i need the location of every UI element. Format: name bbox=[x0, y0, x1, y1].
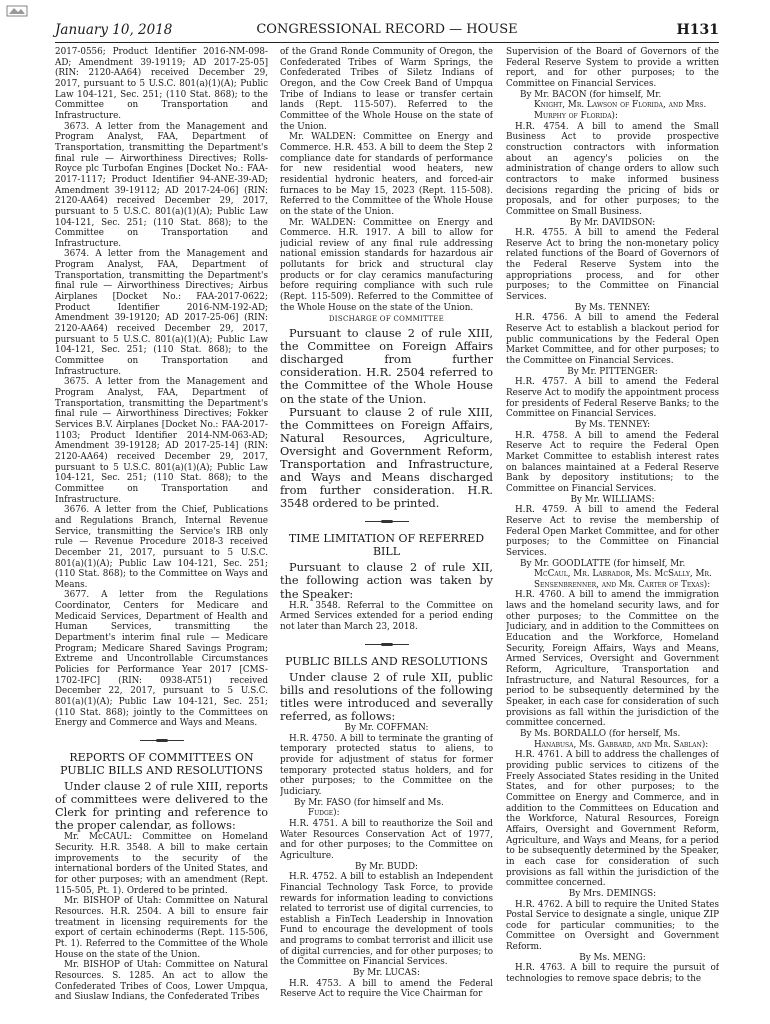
paragraph: H.R. 4750. A bill to terminate the granting of temporary protected status to aliens, to provide for adjustment of status for former temporary protected status holders, and for other purposes; to the Committee on the Judiciary. bbox=[280, 733, 493, 797]
paragraph: 3676. A letter from the Chief, Publications and Regulations Branch, Internal Revenue Service, transmitting the Service's IRB only rule — Revenue Procedure 2018-3 received December 21, 2017, pursuant to 5 U.S.C. 801(a)(1)(A); Public Law 104-121, Sec. 251; (110 Stat. 868); to the Committee on Ways and Means. bbox=[55, 505, 268, 590]
sponsor-line: By Mr. GOODLATTE (for himself, Mr. bbox=[520, 558, 686, 569]
subsection-heading: DISCHARGE OF COMMITTEE bbox=[328, 315, 445, 324]
sponsor-line: By Mr. COFFMAN: bbox=[344, 723, 429, 733]
section-divider bbox=[365, 643, 409, 646]
section-divider bbox=[140, 739, 184, 742]
sponsor-line: By Mr. BUDD: bbox=[354, 861, 419, 872]
paragraph: Pursuant to clause 2 of rule XII, the following action was taken by the Speaker: bbox=[280, 561, 493, 601]
paragraph: 3677. A letter from the Regulations Coordinator, Centers for Medicare and Medicaid Services, Department of Health and Human Services, transmitting the Department's interim final rule — Medicare Program; Medicare Shared Savings Program; Extreme and Uncontrollable Circumstances Policies for Performance Year 2017 [CMS-1702-IFC] (RIN: 0938-AT51) received December 22, 2017, pursuant to 5 U.S.C. 801(a)(1)(A); Public Law 104-121, Sec. 251; (110 Stat. 868); jointly to the Committees on Energy and Commerce and Ways and Means. bbox=[55, 590, 268, 729]
sponsor-line: By Mr. BACON (for himself, Mr. bbox=[520, 89, 662, 100]
cosponsor-line: Hanabusa, Ms. Gabbard, and Mr. Sablan): bbox=[534, 739, 709, 750]
paragraph: H.R. 4755. A bill to amend the Federal Reserve Act to bring the non-monetary policy related functions of the Board of Governors of the Federal Reserve System into the appropriations process, and for other purposes; to the Committee on Financial Services. bbox=[506, 228, 719, 303]
paragraph: H.R. 4751. A bill to reauthorize the Soil and Water Resources Conservation Act of 1977, and for other purposes; to the Committee on Agriculture. bbox=[280, 818, 493, 861]
cosponsor-line: Fudge): bbox=[308, 808, 340, 819]
sponsor-line: By Mr. FASO (for himself and Ms. bbox=[294, 797, 444, 808]
column-2 bbox=[280, 47, 493, 1015]
paragraph: Mr. McCAUL: Committee on Homeland Security. H.R. 3548. A bill to make certain improvements to the security of the international borders of the United States, and for other purposes; with an amendment (Rept. 115-505, Pt. 1). Ordered to be printed. bbox=[55, 832, 268, 896]
paragraph: 3673. A letter from the Management and Program Analyst, FAA, Department of Transportation, transmitting the Department's final rule — Airworthiness Directives; Rolls-Royce plc Turbofan Engines [Docket No.: FAA-2017-1117; Product Identifier 94-ANE-39-AD; Amendment 39-19112; AD 2017-24-06] (RIN: 2120-AA64) received December 29, 2017, pursuant to 5 U.S.C. 801(a)(1)(A); Public Law 104-121, Sec. 251; (110 Stat. 868); to the Committee on Transportation and Infrastructure. bbox=[55, 121, 268, 249]
paragraph: H.R. 4759. A bill to amend the Federal Reserve Act to revise the membership of Federal Open Market Committee, and for other purposes; to the Committee on Financial Services. bbox=[506, 505, 719, 558]
cosponsor-line: Knight, Mr. Lawson of Florida, and Mrs. Murphy of Florida): bbox=[534, 100, 707, 121]
issue-date: January 10, 2018 bbox=[55, 22, 173, 38]
paragraph: Pursuant to clause 2 of rule XIII, the Committees on Foreign Affairs, Natural Resources, Agriculture, Oversight and Government Reform, Transportation and Infrastructure, and Ways and Means discharged from further consideration. H.R. 3548 ordered to be printed. bbox=[280, 405, 493, 511]
paragraph: Supervision of the Board of Governors of the Federal Reserve System to provide a written report, and for other purposes; to the Committee on Financial Services. bbox=[506, 47, 719, 89]
paragraph: H.R. 4754. A bill to amend the Small Business Act to provide prospective construction contractors with information about an agency's policies on the administration of change orders to allow such contractors to make informed business decisions regarding the pricing of bids or proposals, and for other purposes; to the Committee on Small Business. bbox=[506, 121, 719, 217]
paragraph: H.R. 4752. A bill to establish an Independent Financial Technology Task Force, to provide rewards for information leading to convictions related to terrorist use of digital currencies, to establish a FinTech Leadership in Innovation Fund to encourage the development of tools and programs to combat terrorist and illicit use of digital currencies, and for other purposes; to the Committee on Financial Services. bbox=[280, 872, 493, 968]
paragraph: H.R. 4763. A bill to require the pursuit of technologies to remove space debris; to the bbox=[506, 963, 719, 985]
sponsor-line: By Mr. DAVIDSON: bbox=[569, 217, 656, 228]
paragraph: 2017-0556; Product Identifier 2016-NM-098-AD; Amendment 39-19119; AD 2017-25-05] (RIN: 2120-AA64) received December 29, 2017, pursuant to 5 U.S.C. 801(a)(1)(A); Public Law 104-121, Sec. 251; (110 Stat. 868); to the Committee on Transportation and Infrastructure. bbox=[55, 47, 268, 121]
paragraph: Mr. BISHOP of Utah: Committee on Natural Resources. S. 1285. An act to allow the Confederated Tribes of Coos, Lower Umpqua, and Siuslaw Indians, the Confederated Tribes bbox=[55, 960, 268, 1003]
column-3 bbox=[506, 47, 719, 1015]
sponsor-line: By Ms. TENNEY: bbox=[574, 419, 651, 430]
paragraph: H.R. 4761. A bill to address the challenges of providing public services to citizens of the Freely Associated States residing in the United States, and for other purposes; to the Committee on Energy and Commerce, and in addition to the Committees on Education and the Workforce, Natural Resources, Foreign Affairs, Oversight and Government Reform, Agriculture, and Ways and Means, for a period to be subsequently determined by the Speaker, in each case for consideration of such provisions as fall within the jurisdiction of the committee concerned. bbox=[506, 750, 719, 889]
publication-title: CONGRESSIONAL RECORD — HOUSE bbox=[256, 22, 518, 37]
paragraph: Under clause 2 of rule XII, public bills and resolutions of the following titles were introduced and severally referred, as follows: bbox=[280, 670, 493, 723]
sponsor-line: By Ms. TENNEY: bbox=[574, 302, 651, 313]
paragraph: Under clause 2 of rule XIII, reports of committees were delivered to the Clerk for printing and reference to the proper calendar, as follows: bbox=[55, 780, 268, 833]
paragraph: H.R. 4753. A bill to amend the Federal Reserve Act to require the Vice Chairman for bbox=[280, 978, 493, 1000]
column-1 bbox=[55, 47, 268, 1015]
sponsor-line: By Mr. PITTENGER: bbox=[567, 366, 658, 377]
paragraph: Mr. WALDEN: Committee on Energy and Commerce. H.R. 1917. A bill to allow for judicial review of any final rule addressing national emission standards for hazardous air pollutants for brick and structural clay products or for clay ceramics manufacturing before requiring compliance with such rule (Rept. 115-509). Referred to the Committee of the Whole House on the state of the Union. bbox=[280, 217, 493, 313]
section-heading: PUBLIC BILLS AND RESOLUTIONS bbox=[285, 654, 488, 668]
paragraph: 3675. A letter from the Management and Program Analyst, FAA, Department of Transportation, transmitting the Department's final rule — Airworthiness Directives; Fokker Services B.V. Airplanes [Docket No.: FAA-2017-1103; Product Identifier 2014-NM-063-AD; Amendment 39-19128; AD 2017-25-14] (RIN: 2120-AA64) received December 29, 2017, pursuant to 5 U.S.C. 801(a)(1)(A); Public Law 104-121, Sec. 251; (110 Stat. 868); to the Committee on Transportation and Infrastructure. bbox=[55, 377, 268, 505]
section-heading: TIME LIMITATION OF REFERRED BILL bbox=[288, 532, 485, 559]
sponsor-line: By Mrs. DEMINGS: bbox=[568, 888, 657, 899]
sponsor-line: By Mr. WILLIAMS: bbox=[570, 494, 655, 505]
gpo-logo-icon bbox=[6, 4, 28, 18]
header-rule bbox=[55, 42, 719, 43]
cosponsor-line: McCaul, Mr. Labrador, Ms. McSally, Mr. Sensenbrenner, and Mr. Carter of Texas): bbox=[534, 569, 712, 590]
paragraph: Mr. WALDEN: Committee on Energy and Commerce. H.R. 453. A bill to deem the Step 2 compliance date for standards of performance for new residential wood heaters, new residential hydronic heaters, and forced-air furnaces to be May 15, 2023 (Rept. 115-508). Referred to the Committee of the Whole House on the state of the Union. bbox=[280, 132, 493, 217]
paragraph: 3674. A letter from the Management and Program Analyst, FAA, Department of Transportation, transmitting the Department's final rule — Airworthiness Directives; Airbus Airplanes [Docket No.: FAA-2017-0622; Product Identifier 2016-NM-192-AD; Amendment 39-19120; AD 2017-25-06] (RIN: 2120-AA64) received December 29, 2017, pursuant to 5 U.S.C. 801(a)(1)(A); Public Law 104-121, Sec. 251; (110 Stat. 868); to the Committee on Transportation and Infrastructure. bbox=[55, 249, 268, 377]
paragraph: H.R. 4756. A bill to amend the Federal Reserve Act to establish a blackout period for public communications by the Federal Open Market Committee, and for other purposes; to the Committee on Financial Services. bbox=[506, 313, 719, 367]
paragraph: H.R. 4757. A bill to amend the Federal Reserve Act to modify the appointment process for presidents of Federal Reserve Banks; to the Committee on Financial Services. bbox=[506, 377, 719, 420]
paragraph: H.R. 4760. A bill to amend the immigration laws and the homeland security laws, and for other purposes; to the Committee on the Judiciary, and in addition to the Committees on Education and the Workforce, Homeland Security, Foreign Affairs, Ways and Means, Armed Services, Oversight and Government Reform, Agriculture, Transportation and Infrastructure, and Natural Resources, for a period to be subsequently determined by the Speaker, in each case for consideration of such provisions as fall within the jurisdiction of the committee concerned. bbox=[506, 590, 719, 729]
sponsor-line: By Ms. BORDALLO (for herself, Ms. bbox=[520, 729, 681, 739]
paragraph: of the Grand Ronde Community of Oregon, the Confederated Tribes of Warm Springs, the Confederated Tribes of Siletz Indians of Oregon, and the Cow Creek Band of Umpqua Tribe of Indians to lease or transfer certain lands (Rept. 115-507). Referred to the Committee of the Whole House on the state of the Union. bbox=[280, 47, 493, 132]
paragraph: H.R. 3548. Referral to the Committee on Armed Services extended for a period ending not later than March 23, 2018. bbox=[280, 600, 493, 632]
section-divider bbox=[365, 520, 409, 523]
sponsor-line: By Mr. LUCAS: bbox=[353, 968, 420, 979]
section-heading: REPORTS OF COMMITTEES ON PUBLIC BILLS AND RESOLUTIONS bbox=[60, 751, 263, 777]
paragraph: H.R. 4762. A bill to require the United States Postal Service to designate a single, unique ZIP code for particular communities; to the Committee on Oversight and Government Reform. bbox=[506, 899, 719, 953]
running-header bbox=[55, 22, 719, 42]
page-number: H131 bbox=[676, 22, 719, 38]
sponsor-line: By Ms. MENG: bbox=[579, 952, 646, 963]
paragraph: Pursuant to clause 2 of rule XIII, the Committee on Foreign Affairs discharged from further consideration. H.R. 2504 referred to the Committee of the Whole House on the state of the Union. bbox=[280, 327, 493, 406]
paragraph: H.R. 4758. A bill to amend the Federal Reserve Act to require the Federal Open Market Committee to establish interest rates on balances maintained at a Federal Reserve Bank by depository institutions; to the Committee on Financial Services. bbox=[506, 430, 719, 494]
paragraph: Mr. BISHOP of Utah: Committee on Natural Resources. H.R. 2504. A bill to ensure fair treatment in licensing requirements for the export of certain echinoderms (Rept. 115-506, Pt. 1). Referred to the Committee of the Whole House on the state of the Union. bbox=[55, 896, 268, 960]
